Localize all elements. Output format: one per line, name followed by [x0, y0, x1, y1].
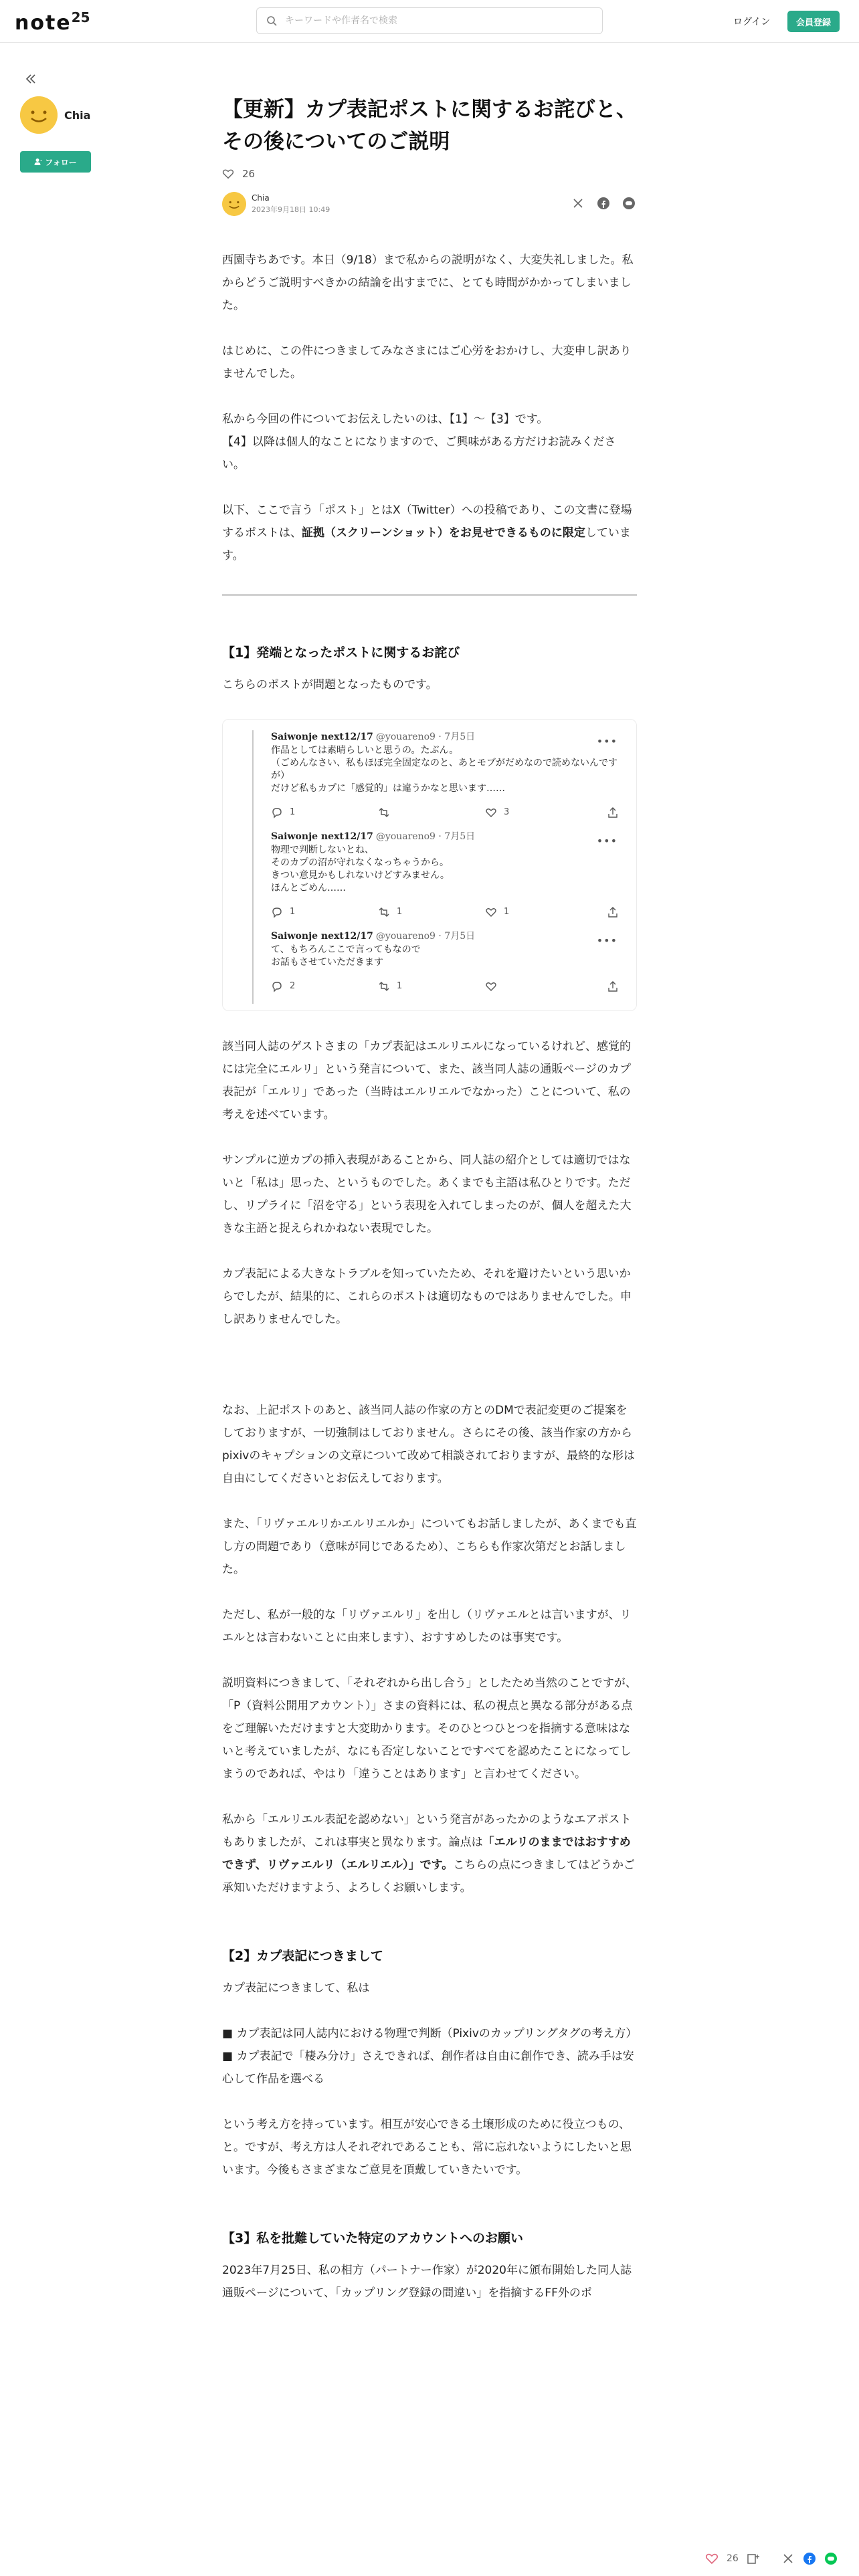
- follow-button[interactable]: [20, 151, 91, 173]
- search-icon: [266, 15, 277, 26]
- paragraph: 私から今回の件についてお伝えしたいのは、【1】〜【3】です。: [222, 413, 549, 426]
- share-icon[interactable]: [607, 980, 619, 992]
- list-item: ■ カプ表記で「棲み分け」さえできれば、創作者は自由に創作でき、読み手は安心して作品を選べる: [222, 2050, 634, 2086]
- tweet-author[interactable]: Saiwonje next12/17: [271, 831, 373, 842]
- reply-icon[interactable]: [271, 807, 283, 819]
- tweet-handle[interactable]: @youareno9 · 7月5日: [375, 931, 476, 942]
- paragraph: なお、上記ポストのあと、該当同人誌の作家の方とのDMで表記変更のご提案をしておりますが、一切強制はしておりません。さらにその後、該当作家の方からpixivのキャプションの文章について改めて相談されておりますが、最終的な形は自由にしてくださいとお伝えしております。: [222, 1404, 635, 1485]
- floating-like-count[interactable]: 26: [727, 2553, 739, 2564]
- line-share-icon[interactable]: [824, 2552, 838, 2565]
- more-icon[interactable]: •••: [596, 835, 617, 847]
- tweet-handle[interactable]: @youareno9 · 7月5日: [375, 831, 476, 842]
- search-box[interactable]: [256, 7, 603, 34]
- share-icon[interactable]: [607, 906, 619, 918]
- magazine-add-icon[interactable]: [747, 2552, 760, 2565]
- paragraph: ただし、私が一般的な「リヴァエルリ」を出し（リヴァエルとは言いますが、リエルとは言わないことに由来します）、おすすめしたのは事実です。: [222, 1608, 632, 1644]
- facebook-share-icon[interactable]: [597, 197, 610, 210]
- like-count[interactable]: 26: [242, 168, 256, 180]
- floating-action-bar: [705, 2545, 859, 2572]
- paragraph: 【4】以降は個人的なことになりますので、ご興味がある方だけお読みください。: [222, 435, 616, 471]
- article: [222, 94, 637, 2304]
- paragraph: 該当同人誌のゲストさまの「カプ表記はエルリエルになっているけれど、感覚的には完全にエルリ」という発言について、また、該当同人誌の通販ページのカプ表記が「エルリ」であった（当時はエルリエルでなかった）ことについて、私の考えを述べています。: [222, 1040, 631, 1121]
- retweet-icon[interactable]: [378, 906, 390, 918]
- paragraph: 西園寺ちあです。本日（9/18）まで私からの説明がなく、大変失礼しました。私からどうご説明すべきかの結論を出すまでに、とても時間がかかってしまいました。: [222, 253, 634, 312]
- tweet[interactable]: Saiwonje next12/17 @youareno9 · 7月5日 ••• 物理で判断しないとね、 そのカプの沼が守れなくなっちゃうから。 きつい意見かもしれないけどすみません。 ほんとごめん…… 1 1 1: [236, 830, 623, 920]
- line-share-icon[interactable]: [622, 197, 636, 210]
- like-icon[interactable]: [485, 807, 497, 819]
- site-header: [0, 0, 859, 43]
- like-row: [222, 166, 637, 182]
- article-body: [222, 249, 637, 2304]
- add-user-icon: [34, 158, 42, 166]
- more-icon[interactable]: •••: [596, 735, 617, 748]
- paragraph: こちらのポストが問題となったものです。: [222, 678, 438, 691]
- publish-date: 2023年9月18日 10:49: [252, 205, 330, 214]
- x-share-icon[interactable]: [571, 197, 585, 210]
- paragraph: また、「リヴァエルリかエルリエルか」についてもお話しましたが、あくまでも直し方の問題であり（意味が同じであるため）、こちらも作家次第だとお話しました。: [222, 1517, 637, 1576]
- list-item: ■ カプ表記は同人誌内における物理で判断（Pixivのカップリングタグの考え方）: [222, 2027, 638, 2040]
- paragraph: カプ表記による大きなトラブルを知っていたため、それを避けたいという思いからでしたが、結果的に、これらのポストは適切なものではありませんでした。申し訳ありませんでした。: [222, 1267, 632, 1326]
- tweet-text: 作品としては素晴らしいと思うの。たぶん。 （ごめんなさい、私もほぼ完全固定なのと、あとモブがだめなので読めないんですが） だけど私もカプに「感覚的」は違うかなと思います……: [271, 745, 617, 794]
- article-meta: [222, 191, 637, 217]
- tweet-text: 物理で判断しないとね、 そのカプの沼が守れなくなっちゃうから。 きつい意見かもしれないけどすみません。 ほんとごめん……: [271, 845, 450, 893]
- like-icon[interactable]: [485, 906, 497, 918]
- retweet-icon[interactable]: [378, 807, 390, 819]
- register-button[interactable]: 会員登録: [787, 11, 840, 32]
- meta-author-name[interactable]: Chia: [252, 193, 270, 203]
- x-share-icon[interactable]: [781, 2552, 795, 2565]
- tweet[interactable]: Saiwonje next12/17 @youareno9 · 7月5日 ••• 作品としては素晴らしいと思うの。たぶん。 （ごめんなさい、私もほぼ完全固定なのと、あとモブがだめなので読めないんですが） だけど私もカプに「感覚的」は違うかなと思います…… 1 3: [236, 730, 623, 821]
- section-heading: 【1】発端となったポストに関するお詫び: [222, 645, 460, 660]
- tweet[interactable]: Saiwonje next12/17 @youareno9 · 7月5日 ••• て、もちろんここで言ってもなので お話もさせていただきます 2 1: [236, 930, 623, 994]
- login-link[interactable]: ログイン: [733, 17, 771, 27]
- section-heading: 【2】カプ表記につきまして: [222, 1949, 383, 1963]
- smiley-avatar-icon: [222, 192, 246, 216]
- heart-icon[interactable]: [222, 168, 234, 180]
- reply-icon[interactable]: [271, 980, 283, 992]
- paragraph: カプ表記につきまして、私は: [222, 1981, 370, 1995]
- tweet-handle[interactable]: @youareno9 · 7月5日: [375, 732, 476, 742]
- section-heading: 【3】私を批難していた特定のアカウントへのお願い: [222, 2231, 524, 2246]
- heart-icon[interactable]: [705, 2552, 719, 2565]
- article-title: 【更新】カプ表記ポストに関するお詫びと、その後についてのご説明: [222, 98, 637, 154]
- reply-icon[interactable]: [271, 906, 283, 918]
- paragraph: 説明資料につきまして、「それぞれから出し合う」としたため当然のことですが、「P（資料公開用アカウント）」さまの資料には、私の視点と異なる部分がある点をご理解いただけますと大変助かります。そのひとつひとつを指摘する意味はないと考えていましたが、なにも否定しないことですべてを認めたことになってしまうのであれば、やはり「違うことはあります」と言わせてください。: [222, 1677, 637, 1781]
- smiley-avatar-icon: [20, 96, 58, 134]
- note-logo[interactable]: note$^{25}$: [15, 9, 90, 35]
- search-input[interactable]: [285, 15, 579, 26]
- paragraph: 2023年7月25日、私の相方（パートナー作家）が2020年に頒布開始した同人誌通販ページについて、「カップリング登録の間違い」を指摘するFF外のポ: [222, 2264, 632, 2300]
- follow-label: フォロー: [45, 157, 77, 167]
- more-icon[interactable]: •••: [596, 934, 617, 947]
- like-icon[interactable]: [485, 980, 497, 992]
- author-avatar[interactable]: [20, 96, 58, 134]
- tweet-author[interactable]: Saiwonje next12/17: [271, 732, 373, 742]
- meta-author-avatar[interactable]: [222, 192, 246, 216]
- paragraph: はじめに、この件につきましてみなさまにはご心労をおかけし、大変申し訳ありませんでした。: [222, 344, 632, 381]
- paragraph: サンプルに逆カプの挿入表現があることから、同人誌の紹介としては適切ではないと「私は」思った、というものでした。あくまでも主語は私ひとりです。ただし、リプライに「沼を守る」という表現を入れてしまったのが、個人を超えた大きな主語と捉えられかねない表現でした。: [222, 1154, 632, 1235]
- paragraph: という考え方を持っています。相互が安心できる土壌形成のために役立つもの、と。ですが、考え方は人それぞれであることも、常に忘れないようにしたいと思います。今後もさまざまなご意見を頂戴していきたいです。: [222, 2118, 632, 2177]
- collapse-sidebar-icon[interactable]: [24, 72, 37, 86]
- share-icons: [571, 197, 636, 210]
- paragraph: 私から「エルリエル表記を認めない」という発言があったかのようなエアポストもありましたが、これは事実と異なります。論点は「エルリのままではおすすめできず、リヴァエルリ（エルリエル）」です。こちらの点につきましてはどうかご承知いただけますよう、よろしくお願いします。: [222, 1813, 635, 1895]
- embedded-tweet-thread[interactable]: [222, 719, 637, 1011]
- paragraph: 以下、ここで言う「ポスト」とはX（Twitter）への投稿であり、この文書に登場するポストは、証拠（スクリーンショット）をお見せできるものに限定しています。: [222, 504, 632, 562]
- tweet-text: て、もちろんここで言ってもなので お話もさせていただきます: [271, 944, 421, 968]
- facebook-share-icon[interactable]: [803, 2552, 816, 2565]
- share-icon[interactable]: [607, 807, 619, 819]
- retweet-icon[interactable]: [378, 980, 390, 992]
- sidebar-author-name[interactable]: Chia: [64, 109, 91, 122]
- tweet-author[interactable]: Saiwonje next12/17: [271, 931, 373, 942]
